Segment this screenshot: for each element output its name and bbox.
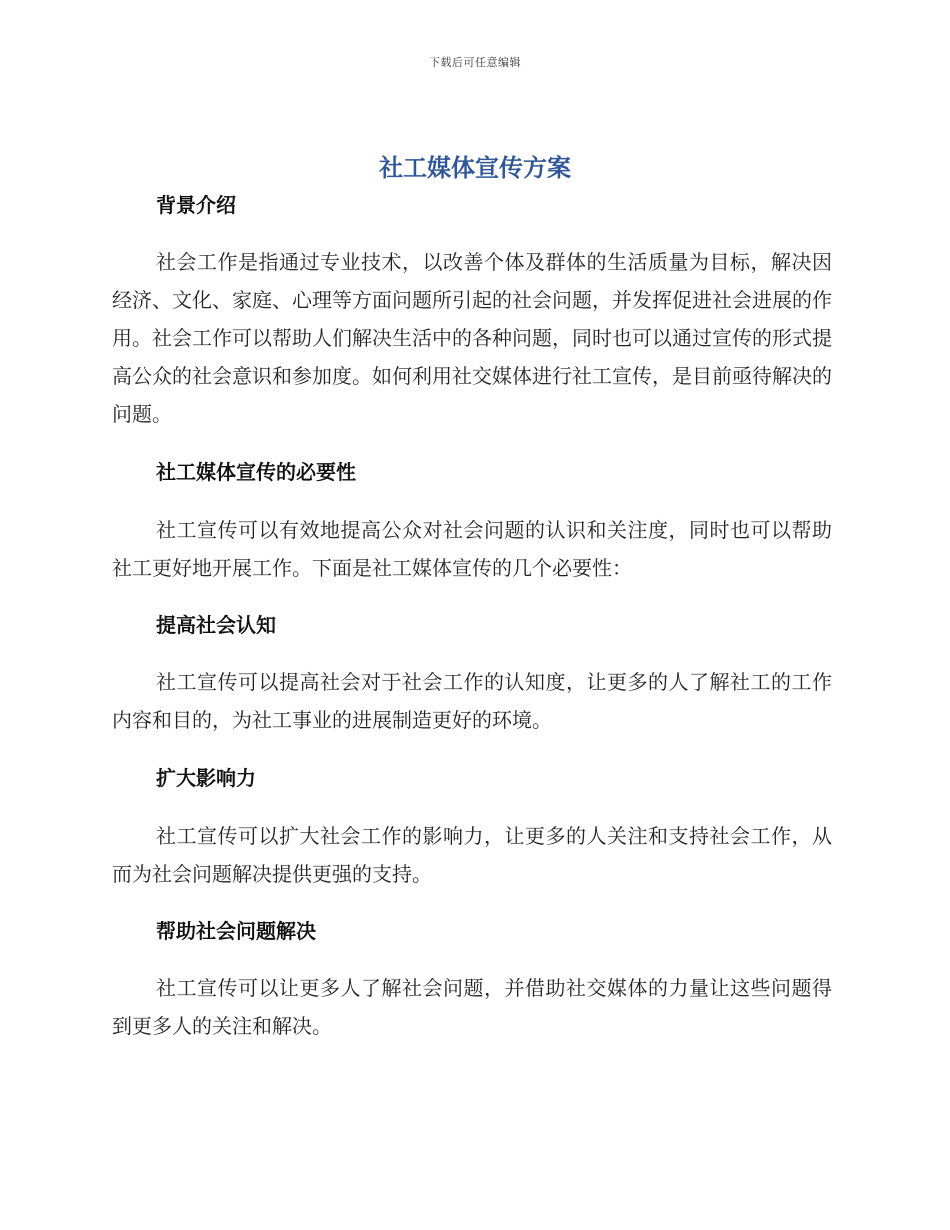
section-paragraph-awareness: 社工宣传可以提高社会对于社会工作的认知度，让更多的人了解社工的工作内容和目的，为社工事业的进展制造更好的环境。 <box>112 670 832 732</box>
section-heading-background: 背景介绍 <box>156 193 236 217</box>
section-paragraph-necessity: 社工宣传可以有效地提高公众对社会问题的认识和关注度，同时也可以帮助社工更好地开展工作。下面是社工媒体宣传的几个必要性： <box>112 518 832 580</box>
section-heading-awareness: 提高社会认知 <box>156 613 276 637</box>
section-heading-influence: 扩大影响力 <box>156 766 256 790</box>
section-paragraph-influence: 社工宣传可以扩大社会工作的影响力，让更多的人关注和支持社会工作，从而为社会问题解决提供更强的支持。 <box>112 824 832 886</box>
document-title: 社工媒体宣传方案 <box>379 154 571 182</box>
section-heading-necessity: 社工媒体宣传的必要性 <box>156 460 356 484</box>
document-body <box>112 190 832 1045</box>
section-paragraph-problem-solving: 社工宣传可以让更多人了解社会问题，并借助社交媒体的力量让这些问题得到更多人的关注和解决。 <box>112 976 832 1038</box>
section-heading-problem-solving: 帮助社会问题解决 <box>156 919 316 943</box>
header-note: 下载后可任意编辑 <box>429 56 521 69</box>
section-paragraph-background: 社会工作是指通过专业技术，以改善个体及群体的生活质量为目标，解决因经济、文化、家庭、心理等方面问题所引起的社会问题，并发挥促进社会进展的作用。社会工作可以帮助人们解决生活中的各种问题，同时也可以通过宣传的形式提高公众的社会意识和参加度。如何利用社交媒体进行社工宣传，是目前亟待解决的问题。 <box>112 250 832 426</box>
